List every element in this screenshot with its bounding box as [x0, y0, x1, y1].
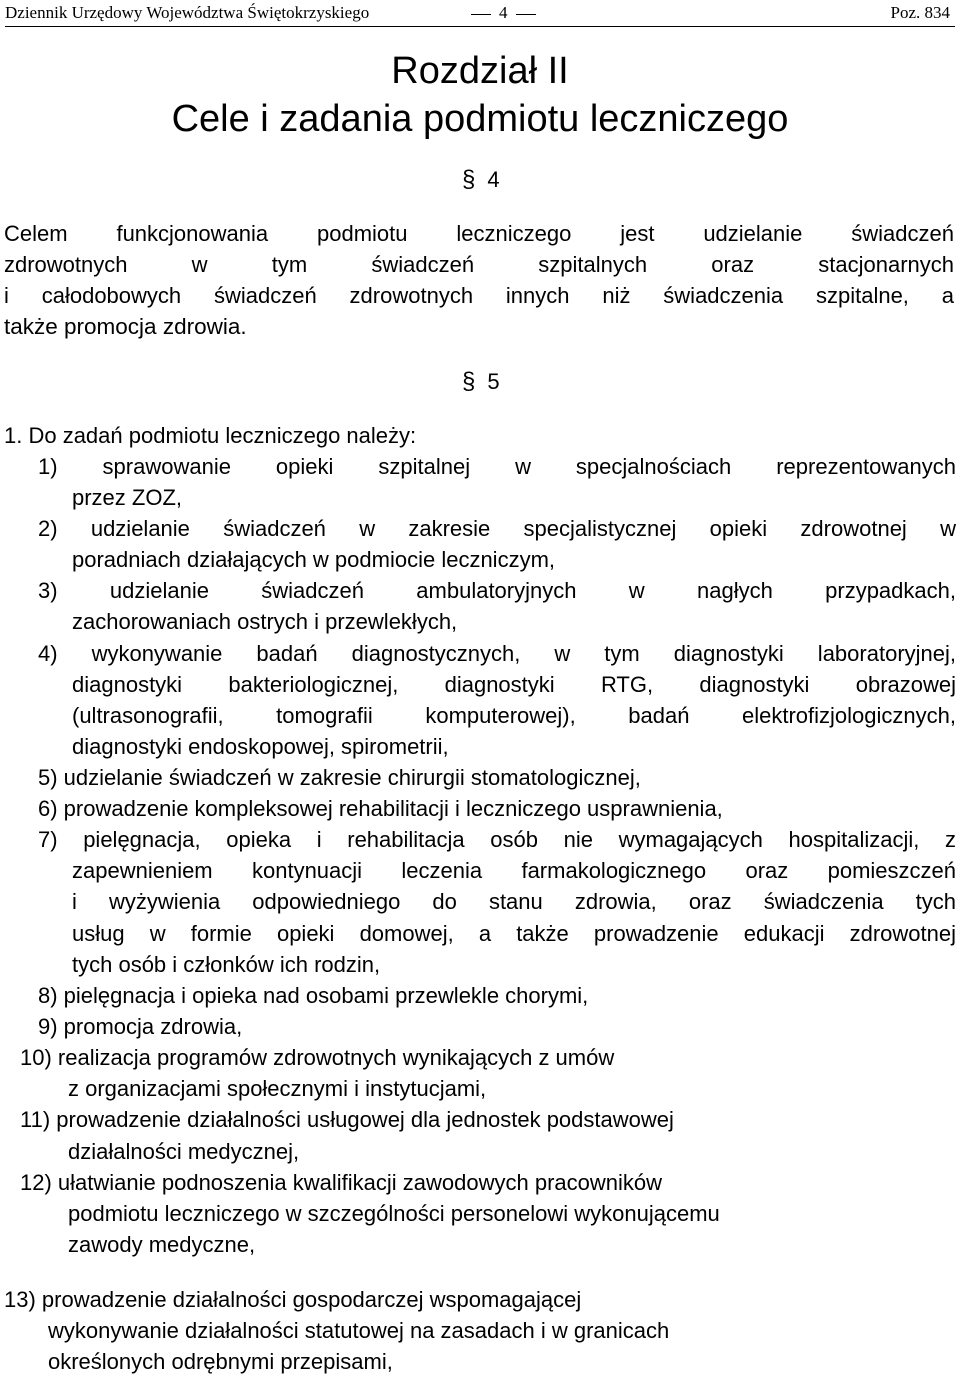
section-sign: § — [462, 166, 476, 193]
position-number: Poz. 834 — [890, 3, 950, 22]
list-item-line: poradniach działających w podmiocie leczniczym, — [72, 547, 556, 572]
list-item-line: 7) pielęgnacja, opieka i rehabilitacja osób nie wymagających hospitalizacji, z — [38, 827, 956, 852]
list-item-line: usług w formie opieki domowej, a także prowadzenie edukacji zdrowotnej — [72, 921, 956, 946]
list-item-line: 6) prowadzenie kompleksowej rehabilitacji i leczniczego usprawnienia, — [38, 796, 723, 821]
list-item-line: 3) udzielanie świadczeń ambulatoryjnych w nagłych przypadkach, — [38, 578, 956, 603]
list-item-line: diagnostyki bakteriologicznej, diagnostyki RTG, diagnostyki obrazowej — [72, 672, 956, 697]
section-4-heading — [462, 166, 500, 194]
intro-line: i całodobowych świadczeń zdrowotnych innych niż świadczenia szpitalne, a — [4, 283, 954, 308]
section-sign: § — [462, 368, 476, 395]
chapter-subtitle: Cele i zadania podmiotu leczniczego — [171, 98, 789, 140]
list-item-line: i wyżywienia odpowiedniego do stanu zdrowia, oraz świadczenia tych — [72, 889, 956, 914]
list-item-line: 9) promocja zdrowia, — [38, 1014, 243, 1039]
chapter-title: Rozdział II — [391, 50, 569, 92]
section-number: 4 — [487, 167, 500, 192]
list-item-line: 13) prowadzenie działalności gospodarczej wspomagającej — [4, 1287, 582, 1312]
list-item-line: diagnostyki endoskopowej, spirometrii, — [72, 734, 449, 759]
list-item-line: zawody medyczne, — [68, 1232, 256, 1257]
list-item-line: 2) udzielanie świadczeń w zakresie specjalistycznej opieki zdrowotnej w — [38, 516, 956, 541]
intro-line: także promocja zdrowia. — [4, 314, 247, 339]
list-item-line: 10) realizacja programów zdrowotnych wynikających z umów — [20, 1045, 615, 1070]
page-number: 4 — [463, 2, 544, 24]
section-number: 5 — [487, 369, 500, 394]
intro-line: zdrowotnych w tym świadczeń szpitalnych oraz stacjonarnych — [4, 252, 954, 277]
section-4-text — [4, 218, 954, 343]
list-item-line: 4) wykonywanie badań diagnostycznych, w tym diagnostyki laboratoryjnej, — [38, 641, 956, 666]
journal-name: Dziennik Urzędowy Województwa Świętokrzyskiego — [5, 3, 370, 22]
list-item-line: 11) prowadzenie działalności usługowej dla jednostek podstawowej — [20, 1107, 674, 1132]
list-item-line: zapewnieniem kontynuacji leczenia farmakologicznego oraz pomieszczeń — [72, 858, 956, 883]
intro-line: Celem funkcjonowania podmiotu leczniczego jest udzielanie świadczeń — [4, 221, 954, 246]
list-intro: 1. Do zadań podmiotu leczniczego należy: — [4, 423, 417, 448]
list-item-line: 1) sprawowanie opieki szpitalnej w specjalnościach reprezentowanych — [38, 454, 956, 479]
list-item-line: wykonywanie działalności statutowej na zasadach i w granicach — [48, 1318, 670, 1343]
list-item-line: z organizacjami społecznymi i instytucjami, — [68, 1076, 487, 1101]
section-5-heading — [462, 368, 500, 396]
list-item-line: działalności medycznej, — [68, 1139, 300, 1164]
list-item-line: 5) udzielanie świadczeń w zakresie chirurgii stomatologicznej, — [38, 765, 641, 790]
list-item-line: 8) pielęgnacja i opieka nad osobami przewlekle chorymi, — [38, 983, 589, 1008]
list-item-line: 12) ułatwianie podnoszenia kwalifikacji zawodowych pracowników — [20, 1170, 662, 1195]
list-item-line: podmiotu leczniczego w szczególności personelowi wykonującemu — [68, 1201, 720, 1226]
list-item-line: określonych odrębnymi przepisami, — [48, 1349, 393, 1374]
list-item-line: tych osób i członków ich rodzin, — [72, 952, 381, 977]
list-item-line: przez ZOZ, — [72, 485, 183, 510]
list-item-line: zachorowaniach ostrych i przewlekłych, — [72, 609, 458, 634]
page-header — [5, 2, 955, 27]
list-item-line: (ultrasonografii, tomografii komputerowej), badań elektrofizjologicznych, — [72, 703, 956, 728]
